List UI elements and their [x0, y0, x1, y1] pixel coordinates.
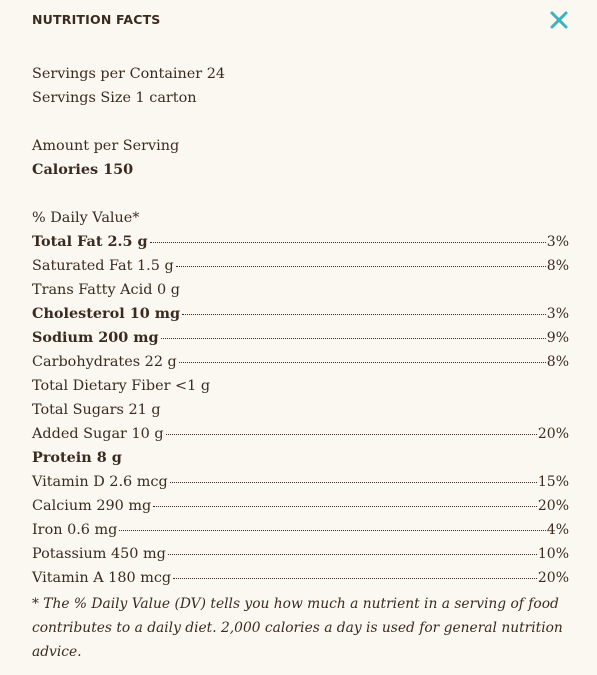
- nutrition-facts-header: [32, 10, 572, 30]
- nutrient-row: [32, 326, 569, 350]
- nutrient-label: Iron 0.6 mg: [32, 522, 118, 538]
- nutrient-label: Total Fat 2.5 g: [32, 233, 148, 250]
- dotted-leader: [150, 242, 546, 243]
- nutrition-content: [32, 62, 569, 664]
- nutrient-daily-value: 8%: [546, 354, 569, 370]
- nutrient-row: [32, 470, 569, 494]
- nutrient-label: Saturated Fat 1.5 g: [32, 258, 174, 274]
- nutrient-label: Total Sugars 21 g: [32, 402, 161, 418]
- nutrient-list: [32, 230, 569, 590]
- nutrient-daily-value: 9%: [546, 330, 569, 346]
- dotted-leader: [173, 578, 537, 579]
- dotted-leader: [153, 506, 537, 507]
- spacer: [32, 182, 569, 206]
- dotted-leader: [166, 434, 537, 435]
- nutrient-row: [32, 494, 569, 518]
- nutrient-daily-value: 20%: [537, 570, 569, 586]
- nutrient-row: [32, 422, 569, 446]
- serving-size: Servings Size 1 carton: [32, 90, 197, 106]
- dotted-leader: [182, 314, 546, 315]
- dotted-leader: [170, 482, 537, 483]
- spacer: [32, 110, 569, 134]
- nutrient-row: [32, 446, 569, 470]
- nutrient-label: Trans Fatty Acid 0 g: [32, 282, 180, 298]
- nutrient-row: [32, 230, 569, 254]
- nutrient-label: Vitamin D 2.6 mcg: [32, 474, 168, 490]
- nutrient-label: Potassium 450 mg: [32, 546, 166, 562]
- nutrient-label: Vitamin A 180 mcg: [32, 570, 172, 586]
- daily-value-footnote: * The % Daily Value (DV) tells you how much a nutrient in a serving of food contributes to a daily diet. 2,000 calories a day is used for general nutrition advice.: [32, 596, 563, 660]
- nutrient-label: Calcium 290 mg: [32, 498, 152, 514]
- nutrient-row: [32, 350, 569, 374]
- panel-title: NUTRITION FACTS: [32, 12, 161, 27]
- nutrient-row: [32, 566, 569, 590]
- nutrient-daily-value: 15%: [537, 474, 569, 490]
- nutrient-daily-value: 20%: [537, 498, 569, 514]
- dotted-leader: [179, 362, 546, 363]
- dotted-leader: [176, 266, 546, 267]
- nutrient-daily-value: 3%: [546, 306, 569, 322]
- nutrient-daily-value: 10%: [537, 546, 569, 562]
- nutrient-label: Added Sugar 10 g: [32, 426, 164, 442]
- calories: Calories 150: [32, 161, 134, 178]
- nutrient-label: Protein 8 g: [32, 449, 122, 466]
- close-icon: [548, 9, 570, 31]
- nutrient-label: Cholesterol 10 mg: [32, 305, 181, 322]
- nutrient-label: Carbohydrates 22 g: [32, 354, 177, 370]
- nutrient-daily-value: 3%: [546, 234, 569, 250]
- nutrient-row: [32, 374, 569, 398]
- dotted-leader: [168, 554, 537, 555]
- nutrient-row: [32, 278, 569, 302]
- close-button[interactable]: [548, 9, 570, 31]
- nutrient-daily-value: 8%: [546, 258, 569, 274]
- nutrient-row: [32, 254, 569, 278]
- nutrient-daily-value: 4%: [546, 522, 569, 538]
- nutrient-label: Total Dietary Fiber <1 g: [32, 378, 211, 394]
- amount-per-serving-label: Amount per Serving: [32, 138, 180, 154]
- nutrient-row: [32, 398, 569, 422]
- nutrient-label: Sodium 200 mg: [32, 329, 159, 346]
- dotted-leader: [161, 338, 546, 339]
- nutrient-row: [32, 542, 569, 566]
- servings-per-container: Servings per Container 24: [32, 66, 226, 82]
- nutrient-daily-value: 20%: [537, 426, 569, 442]
- daily-value-heading: % Daily Value*: [32, 210, 140, 226]
- nutrient-row: [32, 518, 569, 542]
- nutrient-row: [32, 302, 569, 326]
- dotted-leader: [119, 530, 545, 531]
